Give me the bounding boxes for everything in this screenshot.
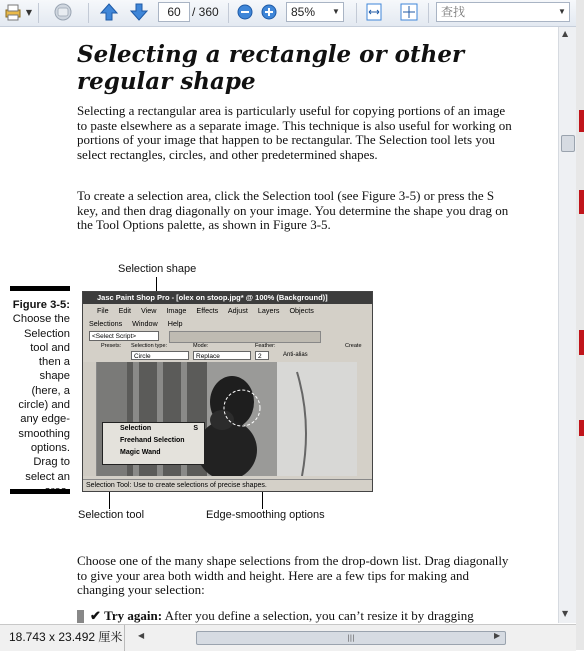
tool-options-labels [83,342,372,350]
hand-tool-icon[interactable] [50,2,76,22]
fit-page-icon[interactable] [398,2,420,22]
menu-image: Image [166,306,187,315]
scroll-down-icon[interactable]: ▼ [562,609,569,618]
flyout-item-magic-wand: Magic Wand [120,449,161,456]
callout-edge-smoothing: Edge-smoothing options [206,509,325,521]
antialias-checkbox-label: Anti-alias [283,352,308,358]
vertical-scrollbar[interactable] [558,27,576,623]
screenshot-status: Selection Tool: Use to create selections of precise shapes. [83,479,372,490]
menu-window: Window [132,319,158,328]
menu-objects: Objects [289,306,314,315]
scroll-up-icon[interactable]: ▲ [562,29,569,38]
page-number-input[interactable] [158,2,190,22]
figure-screenshot [82,291,373,492]
edge-mark [579,190,584,214]
feather-value: 2 [255,351,269,360]
screenshot-menu-2 [83,318,372,329]
paragraph-2: To create a selection area, click the Selection tool (see Figure 3-5) or press the S key, and then drag diagonally on your image. You determine the shape you drag on the Tool Options palette, as shown in Figure 3-5. [77,188,509,232]
menu-adjust: Adjust [227,306,248,315]
scroll-left-icon[interactable]: ◀ [138,631,145,640]
horizontal-scroll-thumb[interactable]: ||| [196,631,506,645]
selection-type-label: Selection type: [131,343,168,349]
scroll-thumb[interactable] [561,135,575,152]
window-edge [576,0,584,650]
edge-mark [579,110,584,132]
chevron-down-icon: ▼ [332,7,340,16]
feather-label: Feather: [255,343,276,349]
scroll-right-icon[interactable]: ▶ [494,631,501,640]
edge-mark [579,330,584,355]
mode-select: Replace [193,351,251,360]
menu-view: View [140,306,157,315]
previous-page-icon[interactable] [98,2,120,22]
chevron-down-icon: ▼ [558,7,566,16]
search-input[interactable] [436,2,570,22]
zoom-out-icon[interactable] [236,2,254,22]
figure-caption [8,298,70,498]
zoom-select[interactable] [286,2,344,22]
zoom-in-icon[interactable] [260,2,278,22]
search-placeholder: 查找 [441,5,466,19]
checkmark-icon: ✔ [90,608,101,623]
create-label: Create [345,343,362,349]
next-page-icon[interactable] [128,2,150,22]
menu-layers: Layers [257,306,280,315]
chevron-down-icon[interactable]: ▼ [25,7,33,17]
horizontal-scrollbar[interactable] [134,628,508,646]
viewer-toolbar [0,0,584,27]
caption-rule-top [10,286,70,291]
select-script-box: <Select Script> [89,331,159,341]
page-size-readout: 18.743 x 23.492 厘米 [0,625,125,651]
menu-selections: Selections [89,319,123,328]
tool-palette [83,362,97,476]
figure-label: Figure 3-5: [12,299,70,311]
caption-rule-bottom [10,489,70,494]
shortcut-label: S [193,425,198,432]
presets-label: Presets: [101,343,122,349]
mode-label: Mode: [193,343,209,349]
paragraph-1: Selecting a rectangular area is particularly useful for copying portions of an image to paste elsewhere as a separate image. This technique is also useful for working on portions of your image that happen to be rectangular. The Selection tool lets you select rectangles, circles, and other predetermined shapes. [77,103,512,162]
menu-help: Help [167,319,183,328]
zoom-value: 85% [291,5,316,19]
fit-width-icon[interactable] [364,2,384,22]
section-heading: Selecting a rectangle or other regular shape [77,41,465,95]
callout-selection-tool: Selection tool [78,509,145,521]
paragraph-3: Choose one of the many shape selections from the drop-down list. Drag diagonally to give your area both width and height. Here are a few tips for making and changing your selection: [77,553,509,597]
screenshot-menu [83,305,372,316]
menu-file: File [97,306,109,315]
page-total-label: / 360 [192,5,219,19]
tip-text: After you define a selection, you can’t resize it by dragging [164,608,474,623]
tip-paragraph [90,609,510,623]
screenshot-title: Jasc Paint Shop Pro - [olex on stoop.jpg* @ 100% (Background)] [97,293,328,302]
callout-selection-shape: Selection shape [118,263,197,275]
print-icon[interactable] [2,2,24,22]
screenshot-title-bar [83,292,372,304]
menu-effects: Effects [196,306,219,315]
status-bar [0,624,576,651]
selection-tool-flyout [102,422,205,465]
selection-type-select: Circle [131,351,189,360]
edge-mark [579,420,584,436]
figure-caption-text: Choose the Selection tool and then a shape (here, a circle) and any edge-smoothing options. Drag to select an [12,313,70,483]
tip-bold: Try again: [104,608,163,623]
menu-edit: Edit [118,306,131,315]
document-page [0,27,558,623]
page-number-value: 60 [167,5,181,19]
tip-bar [77,610,84,623]
flyout-item-selection: Selection S [103,423,204,435]
flyout-item-freehand: Freehand Selection [120,437,185,444]
